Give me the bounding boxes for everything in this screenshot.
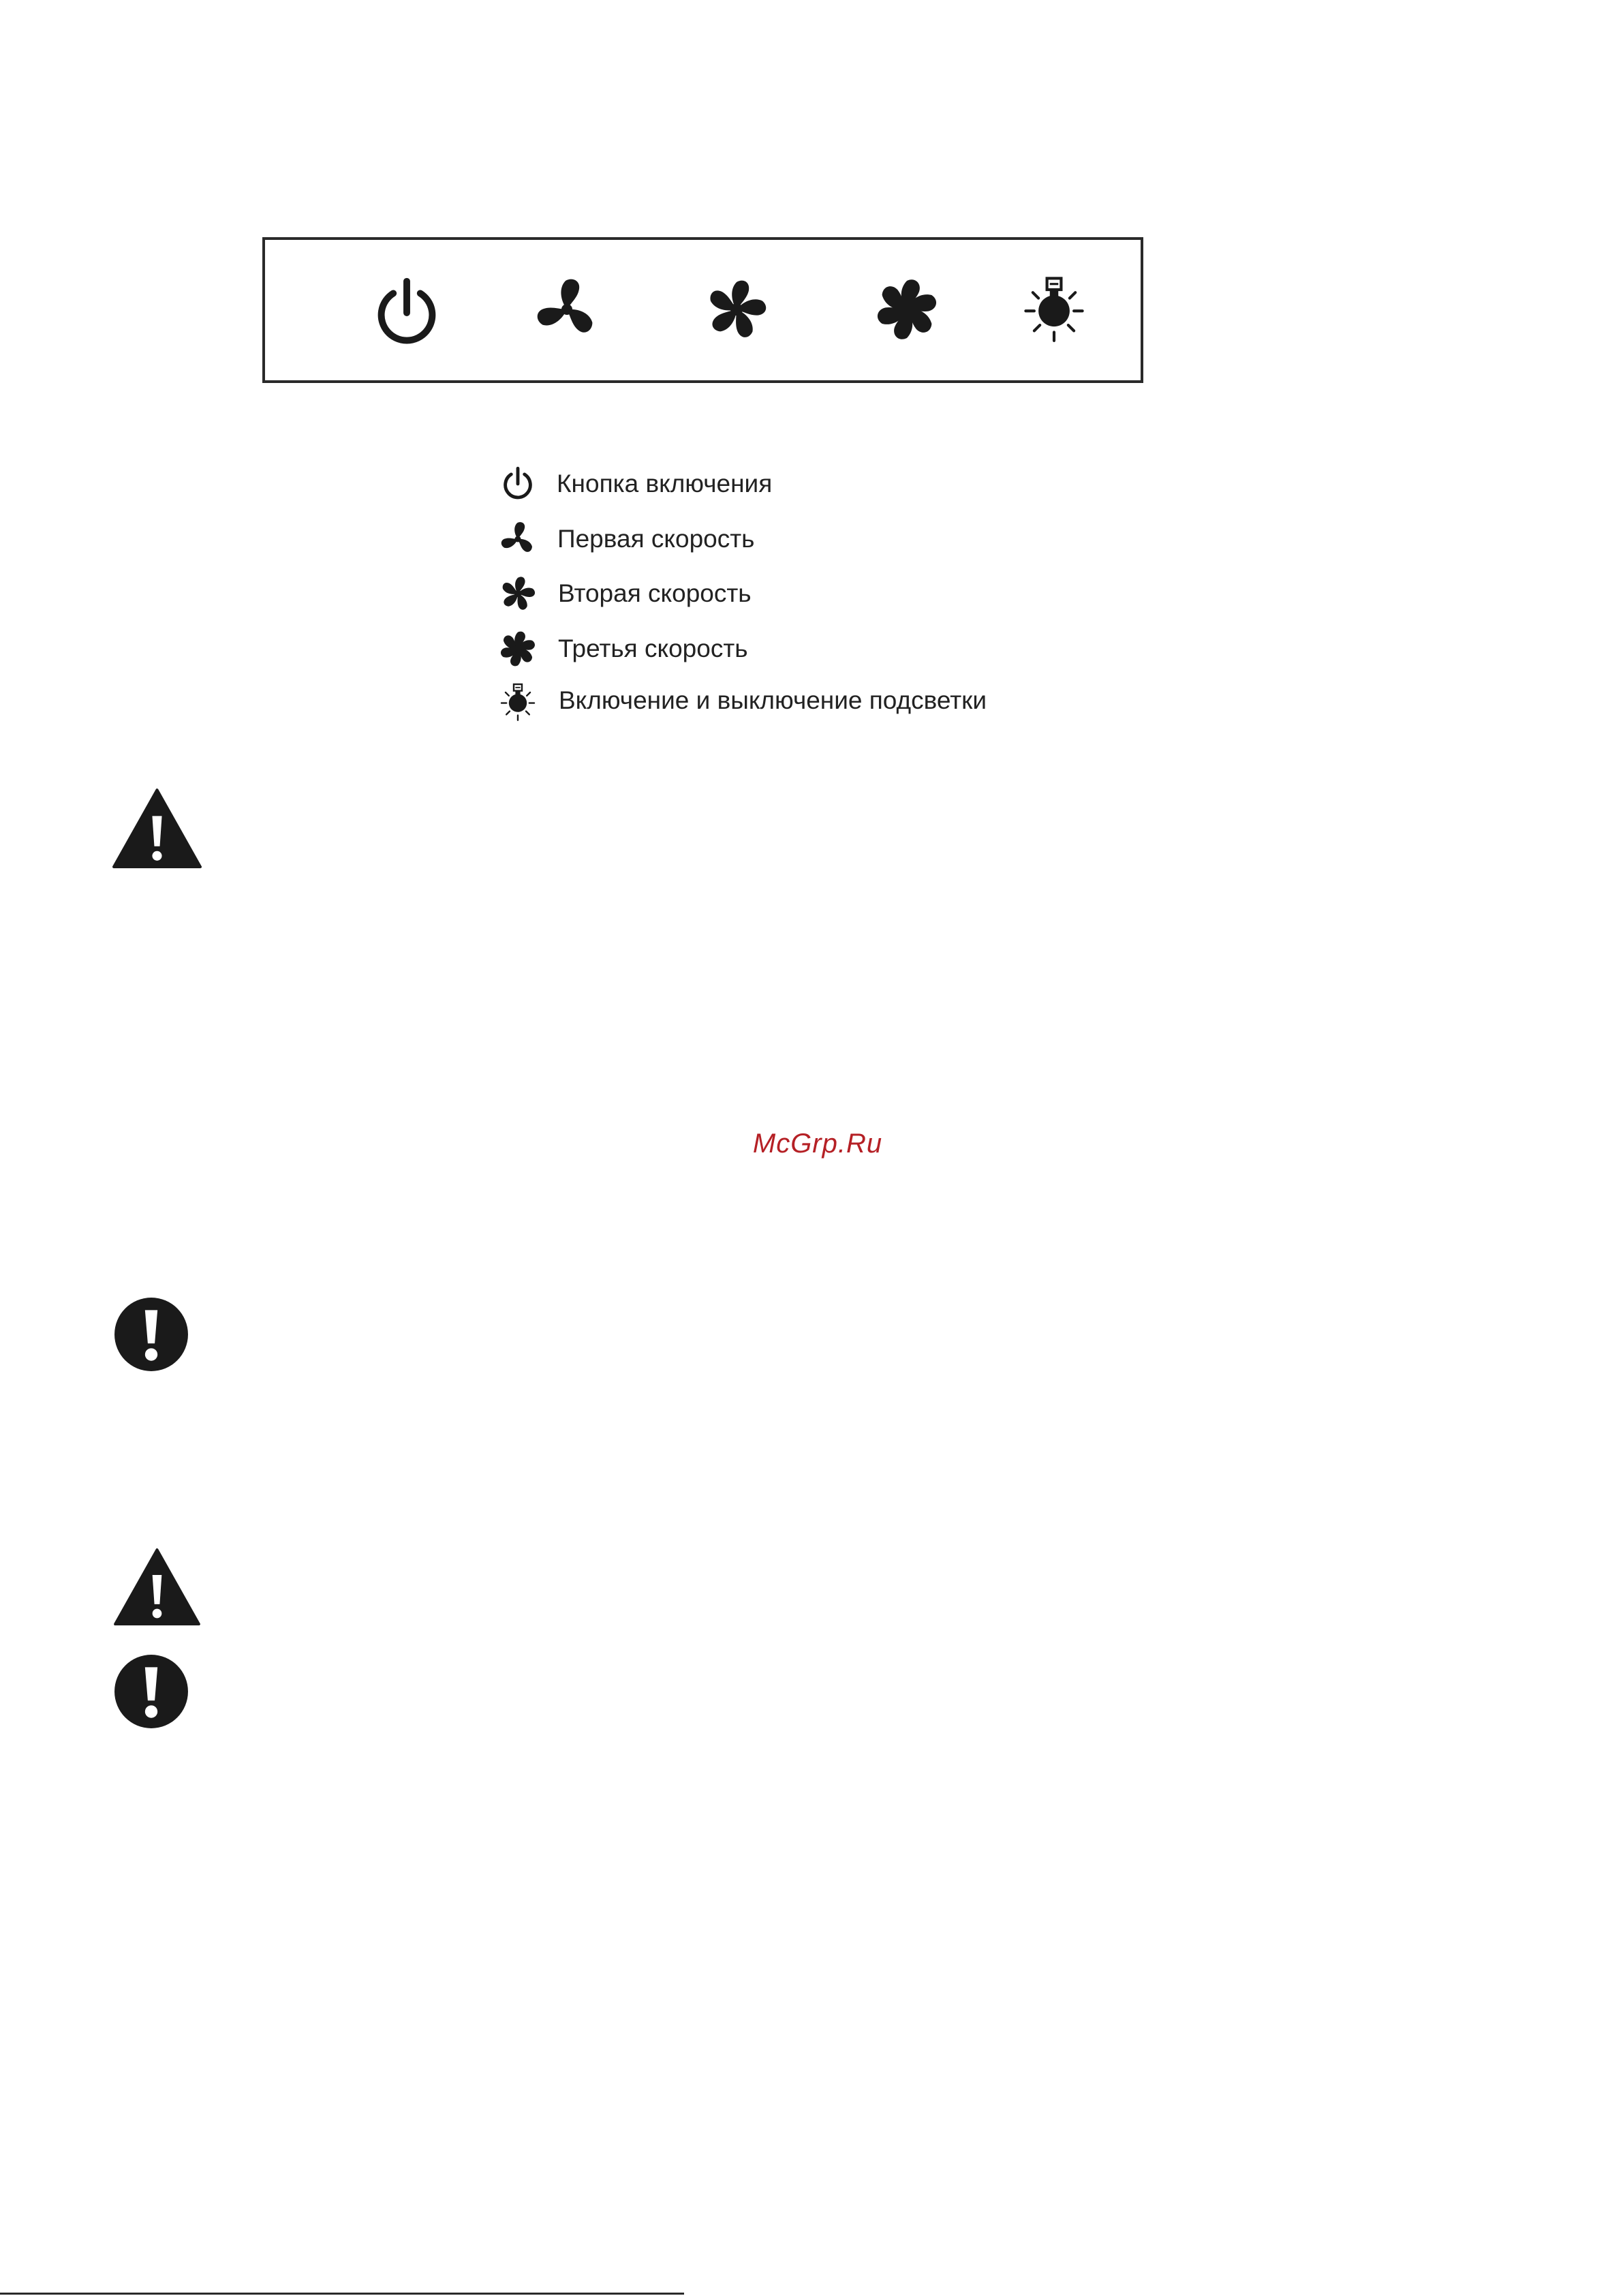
legend-item: [496, 627, 748, 671]
legend-item: [496, 517, 754, 561]
power-icon: [369, 275, 444, 350]
legend-label: Третья скорость: [558, 634, 748, 662]
fan-speed-1-icon: [499, 520, 537, 558]
legend-item: [496, 572, 752, 615]
control-panel: [262, 237, 1143, 383]
watermark: McGrp.Ru: [752, 1129, 883, 1159]
warning-triangle-icon: [112, 787, 202, 870]
fan-speed-1-icon: [533, 275, 601, 343]
footer-divider: [0, 2293, 684, 2295]
light-icon: [497, 680, 538, 721]
fan-speed-2-icon: [702, 275, 771, 343]
fan-speed-3-icon: [873, 275, 941, 343]
legend-item: [496, 462, 772, 506]
power-icon: [499, 465, 536, 502]
legend-label: Кнопка включения: [557, 470, 773, 498]
light-icon: [1019, 271, 1089, 342]
fan-speed-2-icon: [498, 574, 538, 613]
fan-speed-3-icon: [498, 629, 538, 669]
legend-label: Включение и выключение подсветки: [559, 686, 987, 714]
exclamation-circle-icon: [113, 1296, 189, 1373]
legend-label: Первая скорость: [557, 525, 755, 553]
warning-triangle-icon: [112, 1547, 202, 1627]
exclamation-circle-icon: [113, 1653, 189, 1730]
legend-item: [496, 679, 987, 722]
legend-label: Вторая скорость: [558, 579, 752, 607]
